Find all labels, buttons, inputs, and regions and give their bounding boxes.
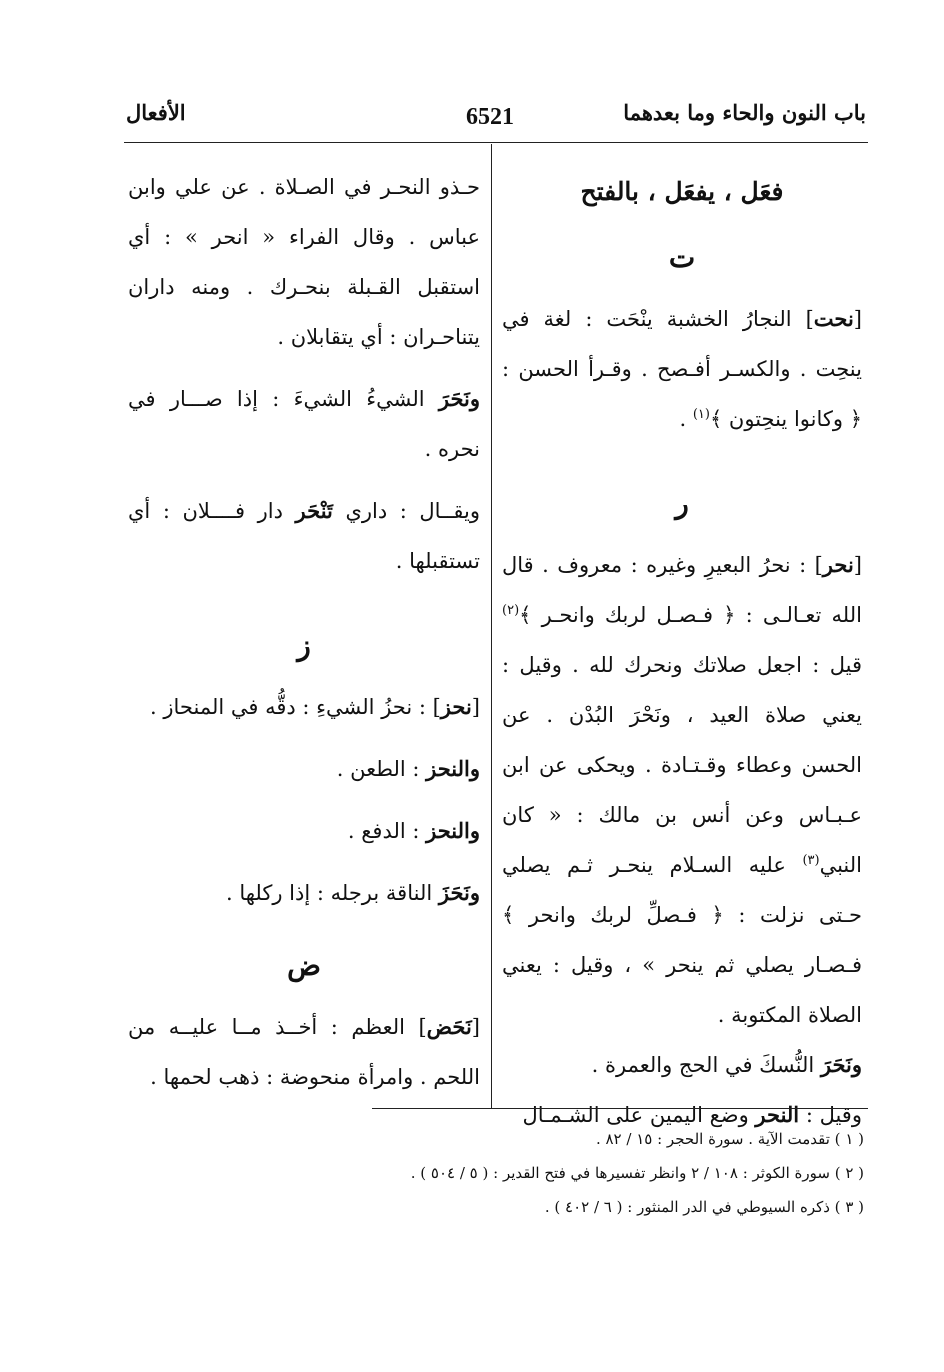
footnote-ref-1: (١): [692, 407, 710, 422]
left-column: [128, 162, 480, 1102]
entry-nahd: [نَحَض] العظم : أخــذ مــا عليــه من اللحم . وامرأة منحوضة : ذهب لحمها .: [128, 1014, 480, 1089]
header-rule: [124, 142, 868, 143]
section-title: فعَل ، يفعَل ، بالفتح: [580, 177, 784, 206]
letter-heading-r: ر: [675, 487, 689, 520]
entry-nahr-nusuk: ونَحَرَ النُّسكَ في الحج والعمرة .: [591, 1052, 862, 1077]
column-divider: [491, 144, 492, 1108]
page-number: 6521: [466, 104, 514, 130]
headword-nahara: ونَحَرَ: [820, 1052, 862, 1077]
footnote-ref-3: (٣): [802, 853, 820, 868]
headword-nahr: نحر: [822, 552, 854, 577]
entry-nahr-qila: وقيل : النحر وضع اليمين على الشـمـال: [522, 1102, 862, 1127]
entry-nahz-daf: والنحز : الدفع .: [347, 818, 480, 843]
letter-heading-z: ز: [297, 629, 311, 662]
headword-walnahz-2: والنحز: [426, 818, 480, 843]
entry-nahz-tan: والنحز : الطعن .: [336, 756, 480, 781]
entry-nahr: [نحر] : نحرُ البعيرِ وغيره : معروف . قال الله تعـالـى : ﴿ فـصـل لربك وانحـر ﴾$^{(٢)}$ قيل : اجعل صلاتك ونحرك لله . وقيل : يعني صلاة العيد ، ونَحْرَ البُدْن . عن الحسن وعطاء وقـتـادة . ويحكى عن ابن عـبـاس وعن أنس بن مالك : « كان النبي$^{(٣)}$ عليه السـلام ينحـر ثـم يصلي حـتى نزلت : ﴿ فـصلِّ لربك وانحر ﴾ فـصـار يصلي ثم ينحر » ، وقيل : يعني الصلاة المكتوبة .: [502, 552, 862, 1027]
footnote-3: ( ٣ ) ذكره السيوطي في الدر المنثور : ( ٦ / ٤٠٢ ) .: [544, 1198, 864, 1216]
footnote-1: ( ١ ) تقدمت الآية . سورة الحجر : ١٥ / ٨٢ .: [595, 1130, 864, 1148]
letter-heading-t: ت: [668, 241, 696, 274]
headword-tanhar: تَنْحَر: [295, 498, 333, 523]
footnotes: [184, 1122, 864, 1224]
headword-nahara-2: ونَحَرَ: [438, 386, 480, 411]
right-column: [502, 162, 862, 1140]
entry-nahr-continued: حـذو النحـر في الصـلاة . عن علي وابن عباس . وقال الفراء « انحر » : أي استقبل القـبلة بنحـرك . ومنه داران يتناحـران : أي يتقابلان .: [128, 175, 480, 349]
letter-heading-d: ض: [287, 949, 321, 982]
headword-walnahz-1: والنحز: [426, 756, 480, 781]
entry-nahr-shay: ونَحَرَ الشيءُ الشيءَ : إذا صـــار في نحره .: [128, 386, 480, 461]
entry-nahz: [نحز] : نحزُ الشيءِ : دقُّه في المنحاز .: [150, 694, 480, 719]
headword-nahd: نَحَض: [426, 1014, 472, 1039]
headword-alnahr: النحر: [755, 1102, 800, 1127]
footnote-2: ( ٢ ) سورة الكوثر : ١٠٨ / ٢ وانظر تفسيرها في فتح القدير : ( ٥ / ٥٠٤ ) .: [410, 1164, 864, 1182]
entry-naht: [نحت] النجارُ الخشبة ينْحَت : لغة في ينحِت . والكسـر أفـصح . وقـرأ الحسن : ﴿ وكانوا ينحِتون ﴾$^{(١)}$ .: [502, 306, 862, 431]
entry-tanhar: ويقــال : داري تَنْحَر دار فــــلان : أي تستقبلها .: [128, 498, 480, 573]
entry-nahz-naqa: ونَحَزَ الناقة برجله : إذا ركلها .: [225, 880, 480, 905]
footnote-ref-2: (٢): [502, 603, 520, 618]
headword-nahz: نحز: [440, 694, 472, 719]
headword-naht: نحت: [813, 306, 854, 331]
running-header-section: الأفعال: [126, 100, 186, 125]
running-header-chapter: باب النون والحاء وما بعدهما: [623, 100, 866, 125]
headword-nahaza: ونَحَزَ: [438, 880, 480, 905]
footnote-rule: [372, 1108, 868, 1109]
